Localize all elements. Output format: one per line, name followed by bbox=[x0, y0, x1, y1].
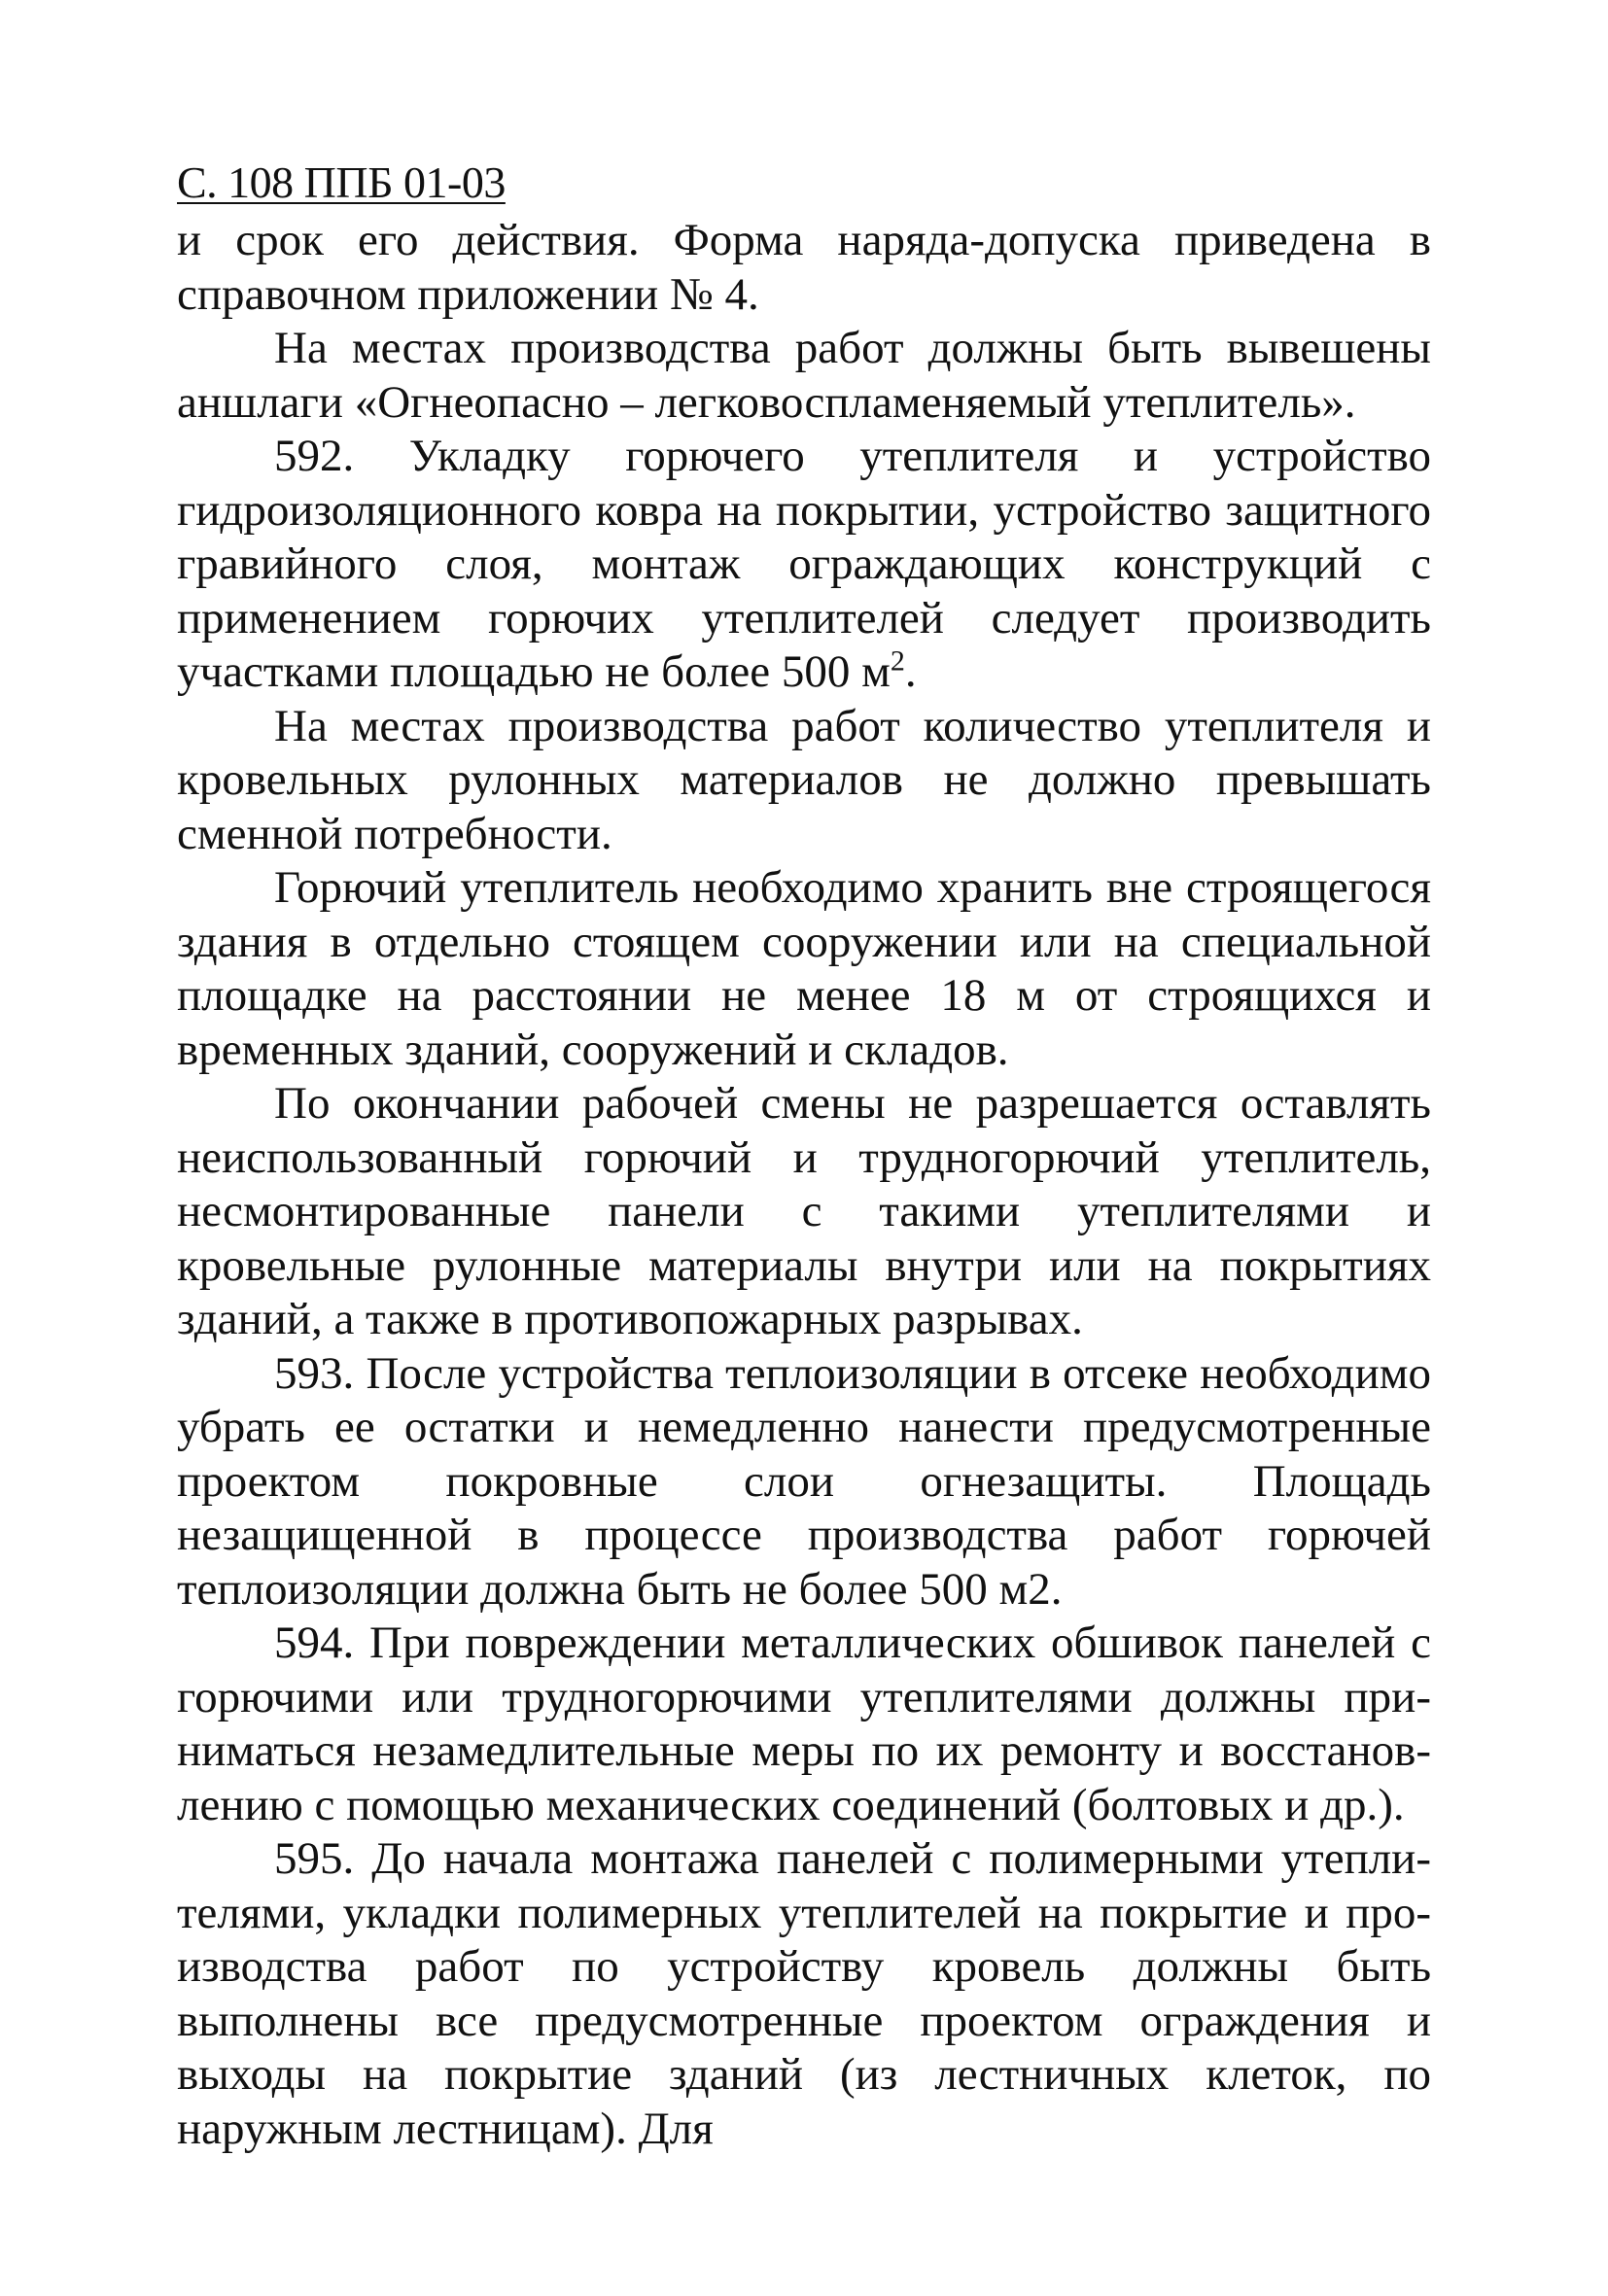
page-header bbox=[177, 156, 1431, 210]
paragraph-storage: Горючий утеплитель необходимо хранить вне строящегося здания в отдельно стоящем сооружении или на специальной площадке на расстоянии не менее 18 м от строящихся и временных зданий, сооружений и складов. bbox=[177, 862, 1431, 1075]
paragraph-595: 595. До начала монтажа панелей с полимерными утеплителями, укладки полимерных утеплителей на покрытие и производства работ по устройству кровель должны быть выполнены все предусмотренные проектом ограждения и выходы на покрытие зданий (из лестничных клеток, по наружным лестницам). Для bbox=[177, 1833, 1431, 2154]
paragraph-end-of-shift: По окончании рабочей смены не разрешается оставлять неиспользованный горючий и трудногорючий утеплитель, несмонтированные панели с такими утеплителями и кровельные рулонные материалы внутри или на покрытиях зданий, а также в противопожарных разрывах. bbox=[177, 1078, 1431, 1344]
paragraph-592-text: 592. Укладку горючего утеплителя и устройство гидроизоляционного ковра на покрытии, устройство защитного гравийного слоя, монтаж ограждающих конструкций с применением горючих утеплителей следует производить участками площадью не более 500 м bbox=[177, 431, 1431, 697]
paragraph-593: 593. После устройства теплоизоляции в отсеке необходимо убрать ее остатки и немедленно нанести предусмотренные проектом покровные слои огнезащиты. Площадь незащищенной в процессе производства работ горючей теплоизоляции должна быть не более 500 м2. bbox=[177, 1347, 1431, 1615]
superscript-exponent: 2 bbox=[890, 644, 905, 678]
paragraph-594: 594. При повреждении металлических обшивок панелей с горючими или трудногорючими утеплителями должны приниматься незамедлительные меры по их ремонту и восстановлению с помощью механических соединений (болтовых и др.). bbox=[177, 1618, 1431, 1830]
document-page bbox=[177, 156, 1431, 2156]
paragraph-592 bbox=[177, 430, 1431, 700]
paragraph-signs: На местах производства работ должны быть вывешены аншлаги «Огнеопасно – легковоспламеняемый утеплитель». bbox=[177, 323, 1431, 428]
paragraph-592-tail: . bbox=[904, 646, 917, 697]
page-reference: С. 108 ППБ 01-03 bbox=[177, 157, 506, 207]
paragraph-materials-limit: На местах производства работ количество утеплителя и кровельных рулонных материалов не должно превышать сменной потребности. bbox=[177, 700, 1431, 859]
paragraph-continuation: и срок его действия. Форма наряда-допуска приведена в справочном приложении № 4. bbox=[177, 215, 1431, 320]
